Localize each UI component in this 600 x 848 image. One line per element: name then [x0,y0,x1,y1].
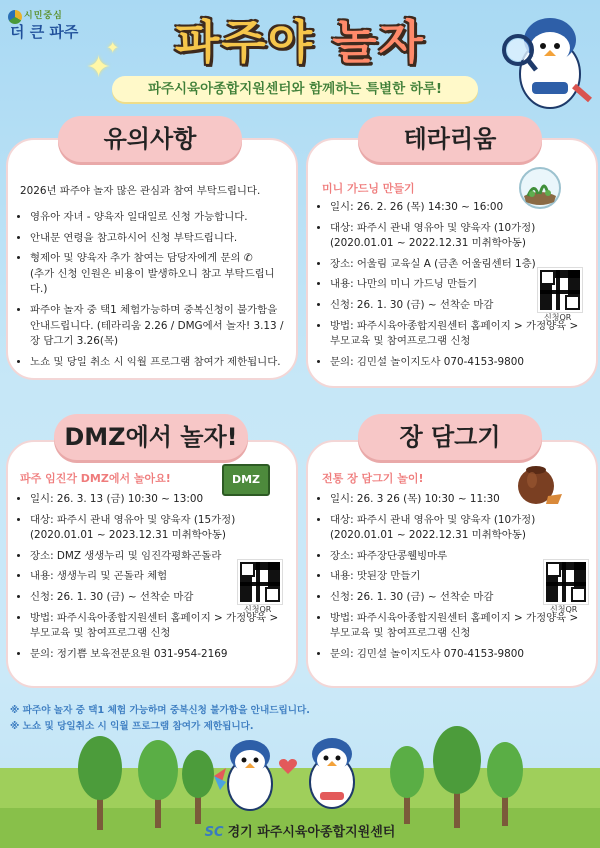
list-item-line: (2020.01.01 ~ 2022.12.31 미취학아동) [330,529,526,542]
title-part-1: 파주야 [174,15,333,69]
list-item: • 노쇼 및 당일 취소 시 익월 프로그램 참여가 제한됩니다. [30,355,290,371]
list-item-line: 부모교육 및 참여프로그램 신청 [330,335,471,348]
tree-icon [426,724,488,828]
list-item: • 일시: 26. 3 26 (목) 10:30 ~ 11:30 [330,492,592,508]
logo-name: 더 큰 파주 [10,23,79,41]
tree-icon [70,734,130,830]
list-item: • 내용: 나만의 미니 가드닝 만들기 [330,277,592,293]
footer-org [0,821,600,840]
jang-qr-code[interactable] [544,560,588,604]
terrarium-qr-label: 신청QR [544,313,572,322]
list-item-line: 장 담그기 3.26(목) [30,335,119,348]
list-item: • 안내문 연령을 참고하시어 신청 부탁드립니다. [30,231,290,247]
list-item: • 장소: 어울림 교육실 A (금촌 어울림센터 1층) [330,257,592,273]
sparkle-icon: ✦ [106,38,120,57]
dmz-heading: DMZ에서 놀자! [54,414,248,460]
list-item [330,319,592,350]
footnote: ※ 노쇼 및 당일취소 시 익월 프로그램 참여가 제한됩니다. [10,721,254,732]
list-item: • 장소: DMZ 생생누리 및 임진각평화곤돌라 [30,549,292,565]
list-item: • 문의: 김민설 놀이지도사 070-4153-9800 [330,355,592,371]
tree-icon [384,744,430,824]
dmz-qr-label: 신청QR [244,605,272,614]
list-item-line: 형제아 및 양육자 추가 참여는 담당자에게 문의 [30,252,241,265]
phone-icon: ✆ [243,252,253,265]
list-item: • 장소: 파주장단콩웰빙마루 [330,549,592,565]
list-item-line: 대상: 파주시 관내 영유아 및 양육자 (10가정) [330,221,536,234]
mascot-pair-icon [208,732,378,816]
list-item-line: 방법: 파주시육아종합지원센터 홈페이지 > 가정양육 > [330,319,579,332]
list-item: • 내용: 맛된장 만들기 [330,569,592,585]
list-item-line: 부모교육 및 참여프로그램 신청 [30,627,171,640]
list-item-line: 방법: 파주시육아종합지원센터 홈페이지 > 가정양육 > [30,611,279,624]
list-item-line: 안내드립니다. (테라리움 2.26 / DMG에서 놀자! 3.13 / [30,319,284,332]
list-item [330,611,592,642]
list-item: • 일시: 26. 3. 13 (금) 10:30 ~ 13:00 [30,492,292,508]
list-item: • 영유아 자녀 - 양육자 일대일로 신청 가능합니다. [30,210,290,226]
list-item-line: 부모교육 및 참여프로그램 신청 [330,627,471,640]
list-item: • 신청: 26. 1. 30 (금) ~ 선착순 마감 [330,590,592,606]
jang-subheading: 전통 장 담그기 놀이! [322,472,424,485]
list-item: • 문의: 김민설 놀이지도사 070-4153-9800 [330,647,592,663]
dmz-qr-code[interactable] [238,560,282,604]
dmz-sign-icon: DMZ [222,464,270,496]
title-part-2: 놀자 [332,15,426,69]
terrarium-subheading: 미니 가드닝 만들기 [322,182,415,195]
list-item: • 신청: 26. 1. 30 (금) ~ 선착순 마감 [330,298,592,314]
org-logo-icon: SC [204,825,224,840]
list-item-line: (2020.01.01 ~ 2022.12.31 미취학아동) [330,237,526,250]
tree-icon [480,740,530,826]
list-item [30,251,290,298]
notes-heading: 유의사항 [58,116,242,162]
jang-heading: 장 담그기 [358,414,542,460]
list-item: • 내용: 생생누리 및 곤돌라 체험 [30,569,292,585]
list-item-line: (추가 신청 인원은 비용이 발생하오니 참고 부탁드립니다.) [30,267,275,296]
list-item [30,611,292,642]
terrarium-qr-code[interactable] [538,268,582,312]
notes-list [18,210,290,375]
list-item [30,303,290,350]
list-item [330,221,592,252]
list-item: • 신청: 26. 1. 30 (금) ~ 선착순 마감 [30,590,292,606]
notes-intro: 2026년 파주야 놀자 많은 관심과 참여 부탁드립니다. [20,185,261,197]
list-item [330,513,592,544]
list-item-line: 파주야 놀자 중 택1 체험가능하며 중복신청이 불가함을 [30,304,278,317]
logo-slogan: 시민중심 [24,11,63,21]
list-item: • 문의: 정기쁨 보육전문요원 031-954-2169 [30,647,292,663]
jang-qr-label: 신청QR [550,605,578,614]
sparkle-icon: ✦ [86,50,112,85]
list-item-line: 대상: 파주시 관내 영유아 및 양육자 (10가정) [330,513,536,526]
dmz-subheading: 파주 임진각 DMZ에서 놀아요! [20,472,171,485]
mascot-magnifier-icon [498,8,594,116]
list-item-line: (2020.01.01 ~ 2023.12.31 미취학아동) [30,529,226,542]
subtitle-banner: 파주시육아종합지원센터와 함께하는 특별한 하루! [112,76,478,102]
list-item-line: 대상: 파주시 관내 영유아 및 양육자 (15가정) [30,513,236,526]
org-name: 경기 파주시육아종합지원센터 [227,825,396,840]
list-item-line: 방법: 파주시육아종합지원센터 홈페이지 > 가정양육 > [330,611,579,624]
list-item: • 일시: 26. 2. 26 (목) 14:30 ~ 16:00 [330,200,592,216]
footnote: ※ 파주야 놀자 중 택1 체험 가능하며 중복신청 불가함을 안내드립니다. [10,705,310,716]
terrarium-heading: 테라리움 [358,116,542,162]
list-item [30,513,292,544]
